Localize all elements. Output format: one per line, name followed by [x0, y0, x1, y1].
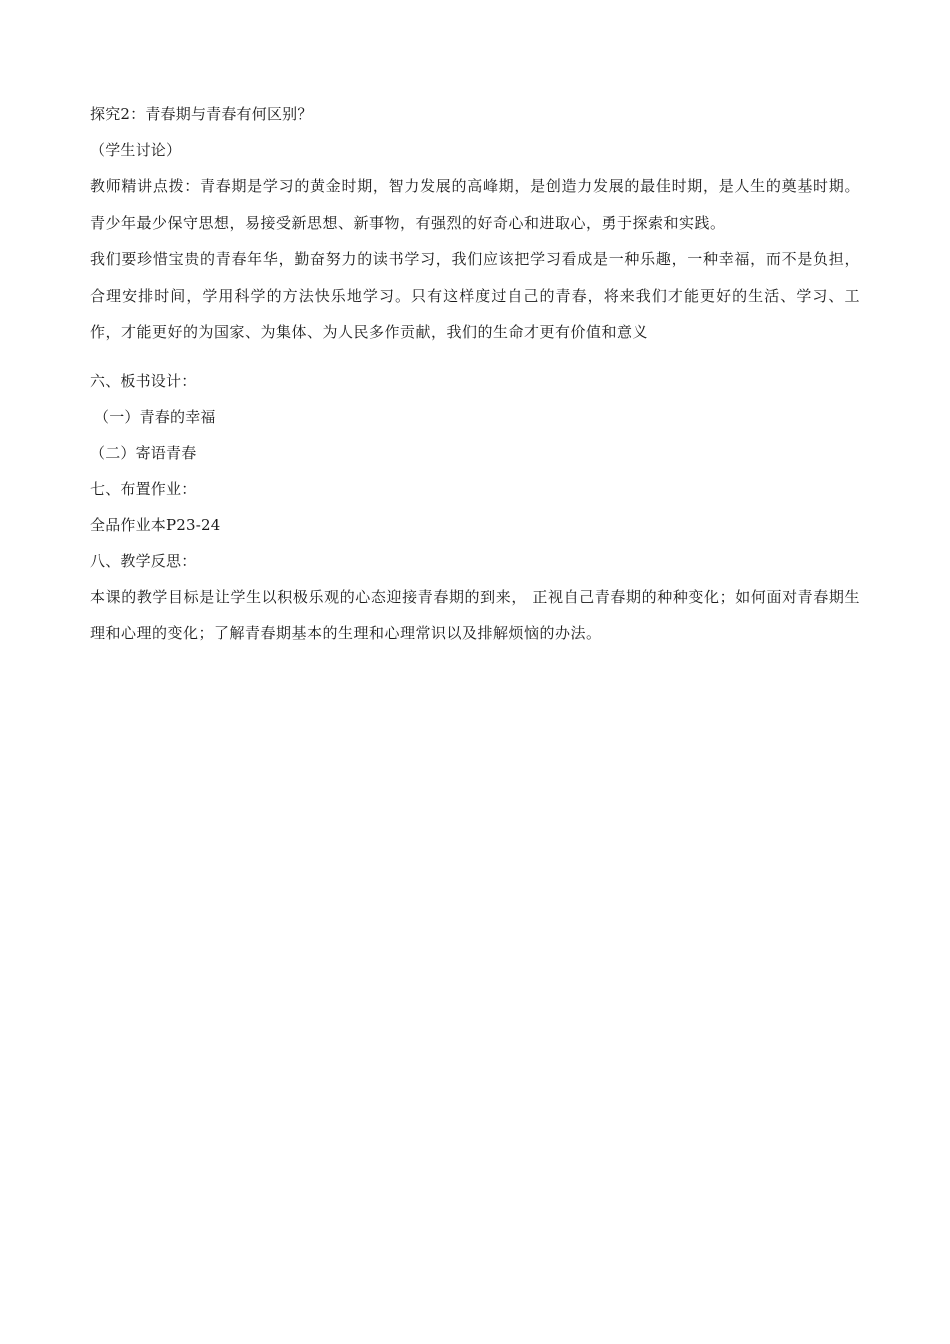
reflection-heading: 八、教学反思：	[90, 551, 197, 570]
homework-heading: 七、布置作业：	[90, 479, 197, 498]
document-page	[90, 96, 860, 652]
homework-content: 全品作业本P23-24	[90, 515, 221, 534]
teacher-paragraph-1: 教师精讲点拨：青春期是学习的黄金时期，智力发展的高峰期，是创造力发展的最佳时期，是人生的奠基时期。青少年最少保守思想，易接受新思想、新事物，有强烈的好奇心和进取心，勇于探索和实践。	[90, 177, 860, 232]
discussion-note: （学生讨论）	[90, 141, 182, 159]
explore-heading: 探究2：青春期与青春有何区别？	[90, 105, 313, 123]
board-design-heading: 六、板书设计：	[90, 371, 197, 390]
board-item-1: （一）青春的幸福	[94, 407, 216, 426]
teacher-paragraph-2: 我们要珍惜宝贵的青春年华，勤奋努力的读书学习，我们应该把学习看成是一种乐趣，一种幸福，而不是负担，合理安排时间，学用科学的方法快乐地学习。只有这样度过自己的青春，将来我们才能更好的生活、学习、工作，才能更好的为国家、为集体、为人民多作贡献，我们的生命才更有价值和意义	[90, 250, 860, 341]
reflection-content: 本课的教学目标是让学生以积极乐观的心态迎接青春期的到来， 正视自己青春期的种种变化；如何面对青春期生理和心理的变化；了解青春期基本的生理和心理常识以及排解烦恼的办法。	[90, 587, 860, 642]
board-item-2: （二）寄语青春	[90, 443, 197, 462]
